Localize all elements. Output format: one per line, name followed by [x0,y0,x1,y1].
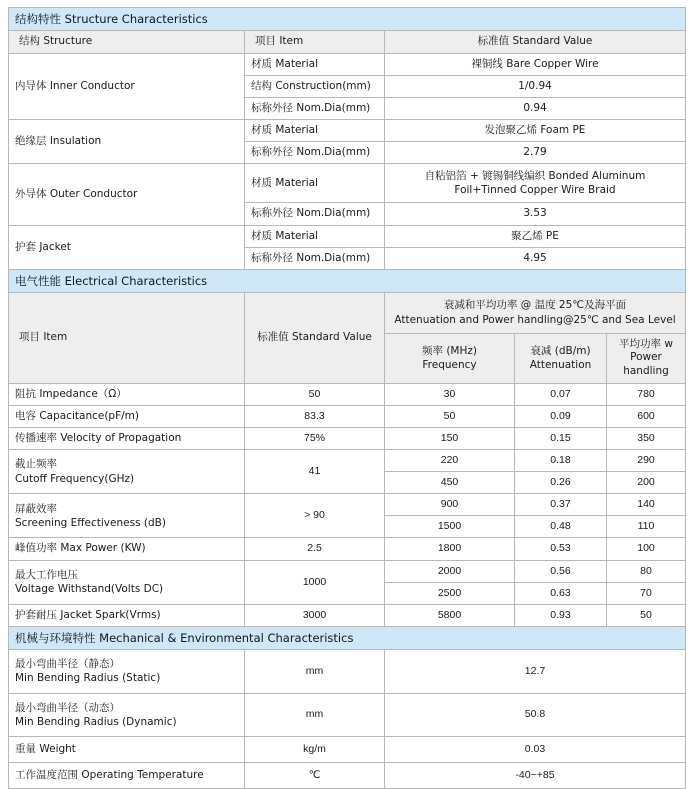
attenuation-value: 0.53 [515,538,607,560]
frequency-value: 900 [385,494,515,516]
header-power-handling [607,333,686,383]
specification-table [8,7,686,789]
item-value: 发泡聚乙烯 Foam PE [385,119,686,141]
power-value: 110 [607,516,686,538]
frequency-value: 30 [385,383,515,405]
electrical-item-value: 2.5 [245,538,385,560]
header-electrical-standard-value: 标准值 Standard Value [245,293,385,383]
frequency-value: 220 [385,449,515,471]
table-row [9,494,686,516]
attenuation-value: 0.63 [515,582,607,604]
electrical-item-value: > 90 [245,494,385,538]
item-label: 材质 Material [245,225,385,247]
header-standard-value: 标准值 Standard Value [385,31,686,53]
section-title-structure: 结构特性 Structure Characteristics [9,8,686,31]
header-attenuation-cn: 衰减 (dB/m) [530,344,591,357]
power-value: 600 [607,405,686,427]
mechanical-unit: mm [245,693,385,736]
table-row [9,164,686,203]
attenuation-value: 0.93 [515,604,607,626]
header-attenuation-en: Attenuation [529,359,592,372]
mechanical-value: 12.7 [385,650,686,693]
mechanical-label [9,650,245,693]
electrical-item-label [9,560,245,604]
item-value: 2.79 [385,142,686,164]
section-band-structure [9,8,686,31]
section-title-electrical: 电气性能 Electrical Characteristics [9,269,686,292]
attenuation-value: 0.48 [515,516,607,538]
header-frequency-cn: 频率 (MHz) [422,344,477,357]
mechanical-unit: kg/m [245,736,385,762]
item-label: 材质 Material [245,119,385,141]
item-value: 4.95 [385,247,686,269]
frequency-value: 5800 [385,604,515,626]
mechanical-value: 50.8 [385,693,686,736]
power-value: 200 [607,472,686,494]
item-value: 1/0.94 [385,75,686,97]
table-row [9,449,686,471]
electrical-item-label-en: Screening Effectiveness (dB) [15,516,166,529]
mechanical-label-en: Min Bending Radius (Static) [15,672,161,685]
table-row [9,763,686,789]
item-value: 自粘铝箔 + 镀锡铜线编织 Bonded Aluminum Foil+Tinned Copper Wire Braid [385,164,686,203]
item-label: 标称外径 Nom.Dia(mm) [245,97,385,119]
structure-header-row [9,31,686,53]
electrical-item-label-en: Voltage Withstand(Volts DC) [15,583,164,596]
frequency-value: 150 [385,427,515,449]
item-label: 标称外径 Nom.Dia(mm) [245,142,385,164]
mechanical-label-en: Min Bending Radius (Dynamic) [15,715,177,728]
header-attenuation [515,333,607,383]
item-value: 0.94 [385,97,686,119]
header-power-en-1: Power [630,351,662,364]
section-band-mechanical [9,626,686,649]
table-row [9,650,686,693]
table-row [9,119,686,141]
electrical-item-value: 75% [245,427,385,449]
power-value: 70 [607,582,686,604]
frequency-value: 1500 [385,516,515,538]
frequency-value: 1800 [385,538,515,560]
frequency-value: 2500 [385,582,515,604]
electrical-item-value: 1000 [245,560,385,604]
electrical-item-label-en: Cutoff Frequency(GHz) [15,472,135,485]
power-value: 780 [607,383,686,405]
electrical-item-label [9,449,245,493]
attenuation-value: 0.07 [515,383,607,405]
frequency-value: 2000 [385,560,515,582]
header-electrical-item: 项目 Item [9,293,245,383]
electrical-item-value: 83.3 [245,405,385,427]
electrical-item-label: 阻抗 Impedance（Ω） [9,383,245,405]
table-row [9,53,686,75]
section-title-mechanical: 机械与环境特性 Mechanical & Environmental Characteristics [9,626,686,649]
electrical-item-value: 3000 [245,604,385,626]
header-item: 项目 Item [245,31,385,53]
attenuation-value: 0.26 [515,472,607,494]
mechanical-value: 0.03 [385,736,686,762]
table-row [9,736,686,762]
attenuation-value: 0.15 [515,427,607,449]
electrical-item-label-cn: 屏蔽效率 [15,502,57,515]
header-power-cn: 平均功率 w [619,337,673,350]
item-value: 3.53 [385,203,686,225]
electrical-item-label: 电容 Capacitance(pF/m) [9,405,245,427]
header-attenuation-group [385,293,686,333]
frequency-value: 450 [385,472,515,494]
table-row [9,405,686,427]
electrical-item-label: 传播速率 Velocity of Propagation [9,427,245,449]
header-frequency-en: Frequency [422,359,477,372]
header-attenuation-group-cn: 衰减和平均功率 @ 温度 25℃及海平面 [443,299,627,312]
header-attenuation-group-en: Attenuation and Power handling@25℃ and Sea Level [394,313,676,326]
table-row [9,693,686,736]
electrical-item-label: 护套耐压 Jacket Spark(Vrms) [9,604,245,626]
group-label-jacket: 护套 Jacket [9,225,245,269]
electrical-item-label-cn: 最大工作电压 [15,568,78,581]
mechanical-label [9,693,245,736]
mechanical-label-cn: 最小弯曲半径（静态） [15,658,120,671]
electrical-header-row-1 [9,293,686,333]
header-frequency [385,333,515,383]
mechanical-value: -40~+85 [385,763,686,789]
mechanical-label: 重量 Weight [9,736,245,762]
power-value: 50 [607,604,686,626]
item-label: 材质 Material [245,53,385,75]
item-label: 结构 Construction(mm) [245,75,385,97]
power-value: 350 [607,427,686,449]
attenuation-value: 0.56 [515,560,607,582]
header-power-en-2: handling [623,364,669,377]
attenuation-value: 0.37 [515,494,607,516]
header-structure: 结构 Structure [9,31,245,53]
mechanical-label-cn: 最小弯曲半径（动态） [15,701,120,714]
electrical-item-value: 41 [245,449,385,493]
table-body [9,8,686,789]
item-label: 标称外径 Nom.Dia(mm) [245,203,385,225]
power-value: 80 [607,560,686,582]
electrical-item-value: 50 [245,383,385,405]
item-label: 材质 Material [245,164,385,203]
table-row [9,427,686,449]
table-row [9,604,686,626]
group-label-insulation: 绝缘层 Insulation [9,119,245,163]
group-label-outer-conductor: 外导体 Outer Conductor [9,164,245,225]
frequency-value: 50 [385,405,515,427]
attenuation-value: 0.18 [515,449,607,471]
item-label: 标称外径 Nom.Dia(mm) [245,247,385,269]
table-row [9,225,686,247]
group-label-inner-conductor: 内导体 Inner Conductor [9,53,245,119]
power-value: 290 [607,449,686,471]
section-band-electrical [9,269,686,292]
table-row [9,560,686,582]
table-row [9,383,686,405]
electrical-item-label [9,494,245,538]
mechanical-unit: mm [245,650,385,693]
power-value: 140 [607,494,686,516]
mechanical-label: 工作温度范围 Operating Temperature [9,763,245,789]
table-row [9,538,686,560]
mechanical-unit: ℃ [245,763,385,789]
power-value: 100 [607,538,686,560]
item-value: 裸铜线 Bare Copper Wire [385,53,686,75]
electrical-item-label-cn: 截止频率 [15,458,57,471]
item-value: 聚乙烯 PE [385,225,686,247]
electrical-item-label: 峰值功率 Max Power (KW) [9,538,245,560]
attenuation-value: 0.09 [515,405,607,427]
